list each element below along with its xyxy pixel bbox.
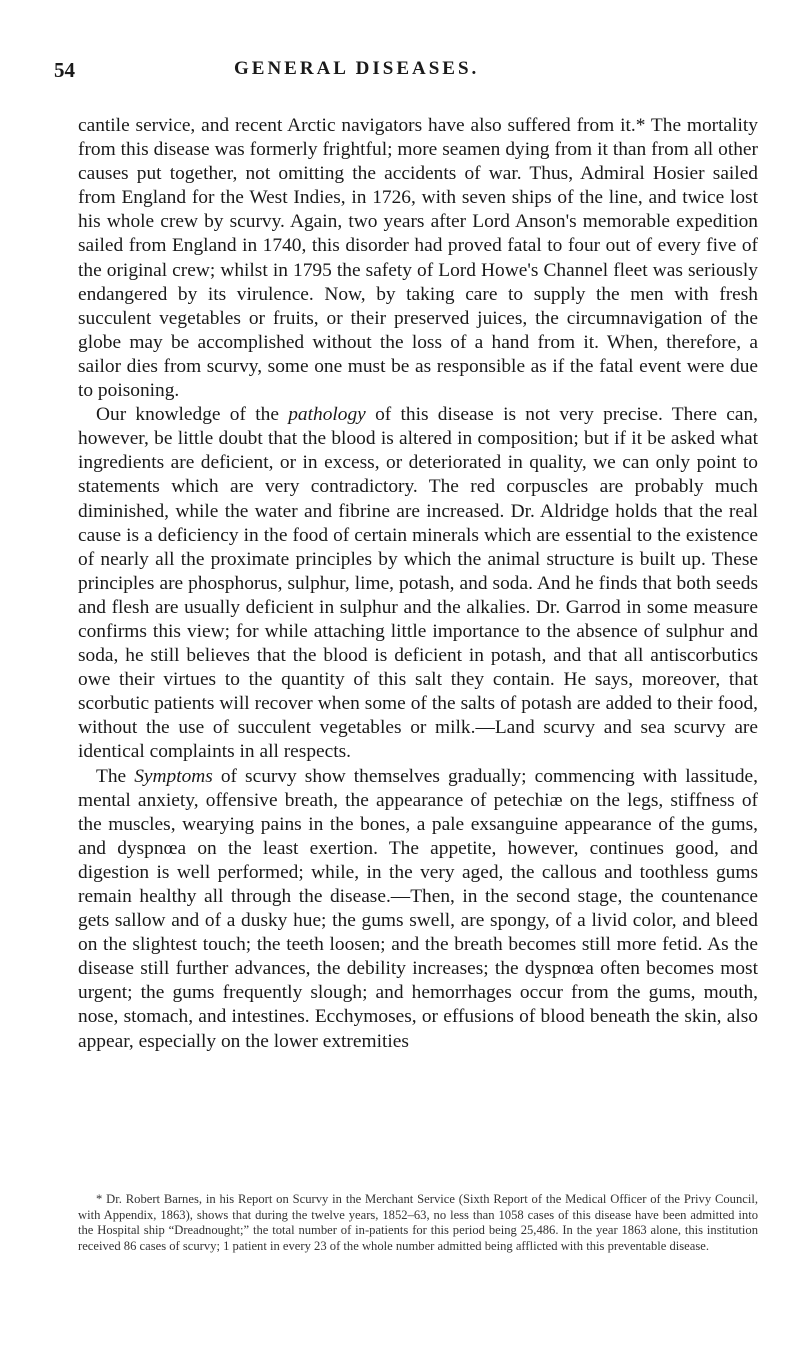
emphasis-symptoms: Symptoms xyxy=(134,765,213,787)
paragraph xyxy=(78,765,758,1054)
paragraph-text: cantile service, and recent Arctic navigators have also suffered from it.* The mortality from this disease was formerly frightful; more seamen dying from it than from all other causes put together, not omitting the accidents of war. Thus, Admiral Hosier sailed from England for the West Indies, in 1726, with seven ships of the line, and twice lost his whole crew by scurvy. Again, two years after Lord Anson's memorable expedition sailed from England in 1740, this disorder had proved fatal to four out of every five of the original crew; whilst in 1795 the safety of Lord Howe's Channel fleet was seriously endangered by its virulence. Now, by taking care to supply the men with fresh succulent vegetables or fruits, or their preserved juices, the circumnavigation of the globe may be accomplished without the loss of a hand from it. When, therefore, a sailor dies from scurvy, some one must be as responsible as if the fatal event were due to poisoning. xyxy=(78,115,758,402)
body-text xyxy=(78,114,758,1054)
paragraph-text: The xyxy=(96,765,135,787)
paragraph-text: of scurvy show themselves gradually; commencing with lassitude, mental anxiety, offensive breath, the appearance of petechiæ on the legs, stiffness of the muscles, wearying pains in the bones, a pale exsanguine appearance of the gums, and dyspnœa on the least exertion. The appetite, however, continues good, and digestion is well performed; while, in the very aged, the callous and toothless gums remain healthy all through the disease.—Then, in the second stage, the countenance gets sallow and of a dusky hue; the gums swell, are spongy, of a livid color, and bleed on the slightest touch; the teeth loosen; and the breath becomes still more fetid. As the disease still further advances, the debility increases; the dyspnœa often becomes most urgent; the gums frequently slough; and hemorrhages occur from the gums, mouth, nose, stomach, and intestines. Ecchymoses, or effusions of blood beneath the skin, also appear, especially on the lower extremities xyxy=(78,765,758,1052)
page-number: 54 xyxy=(54,58,75,82)
page-header xyxy=(54,58,754,88)
paragraph-text: of this disease is not very precise. There can, however, be little doubt that the blood is altered in composition; but if it be asked what ingredients are deficient, or in excess, or deteriorated in quality, we can only point to statements which are very contradictory. The red corpuscles are probably much diminished, while the water and fibrine are increased. Dr. Aldridge holds that the real cause is a deficiency in the food of certain minerals which are essential to the existence of nearly all the proximate principles by which the animal structure is built up. These principles are phosphorus, sulphur, lime, potash, and soda. And he finds that both seeds and flesh are usually deficient in sulphur and the alkalies. Dr. Garrod in some measure confirms this view; for while attaching little importance to the absence of sulphur and soda, he still believes that the blood is deficient in potash, and that all antiscorbutics owe their virtues to the quantity of this salt they contain. He says, moreover, that scorbutic patients will recover when some of the salts of potash are added to their food, without the use of succulent vegetables or milk.—Land scurvy and sea scurvy are identical complaints in all respects. xyxy=(78,404,759,763)
running-head: GENERAL DISEASES. xyxy=(234,58,480,79)
footnote: * Dr. Robert Barnes, in his Report on Scurvy in the Merchant Service (Sixth Report of the Medical Officer of the Privy Council, with Appendix, 1863), shows that during the twelve years, 1852–63, no less than 1058 cases of this disease have been admitted into the Hospital ship “Dreadnought;” the total number of in-patients for this period being 25,486. In the year 1863 alone, this institution received 86 cases of scurvy; 1 patient in every 23 of the whole number admitted being afflicted with this preventable disease. xyxy=(78,1192,758,1253)
paragraph xyxy=(78,114,758,403)
paragraph-text: Our knowledge of the xyxy=(96,404,289,426)
emphasis-pathology: pathology xyxy=(288,404,366,426)
paragraph xyxy=(78,403,758,764)
